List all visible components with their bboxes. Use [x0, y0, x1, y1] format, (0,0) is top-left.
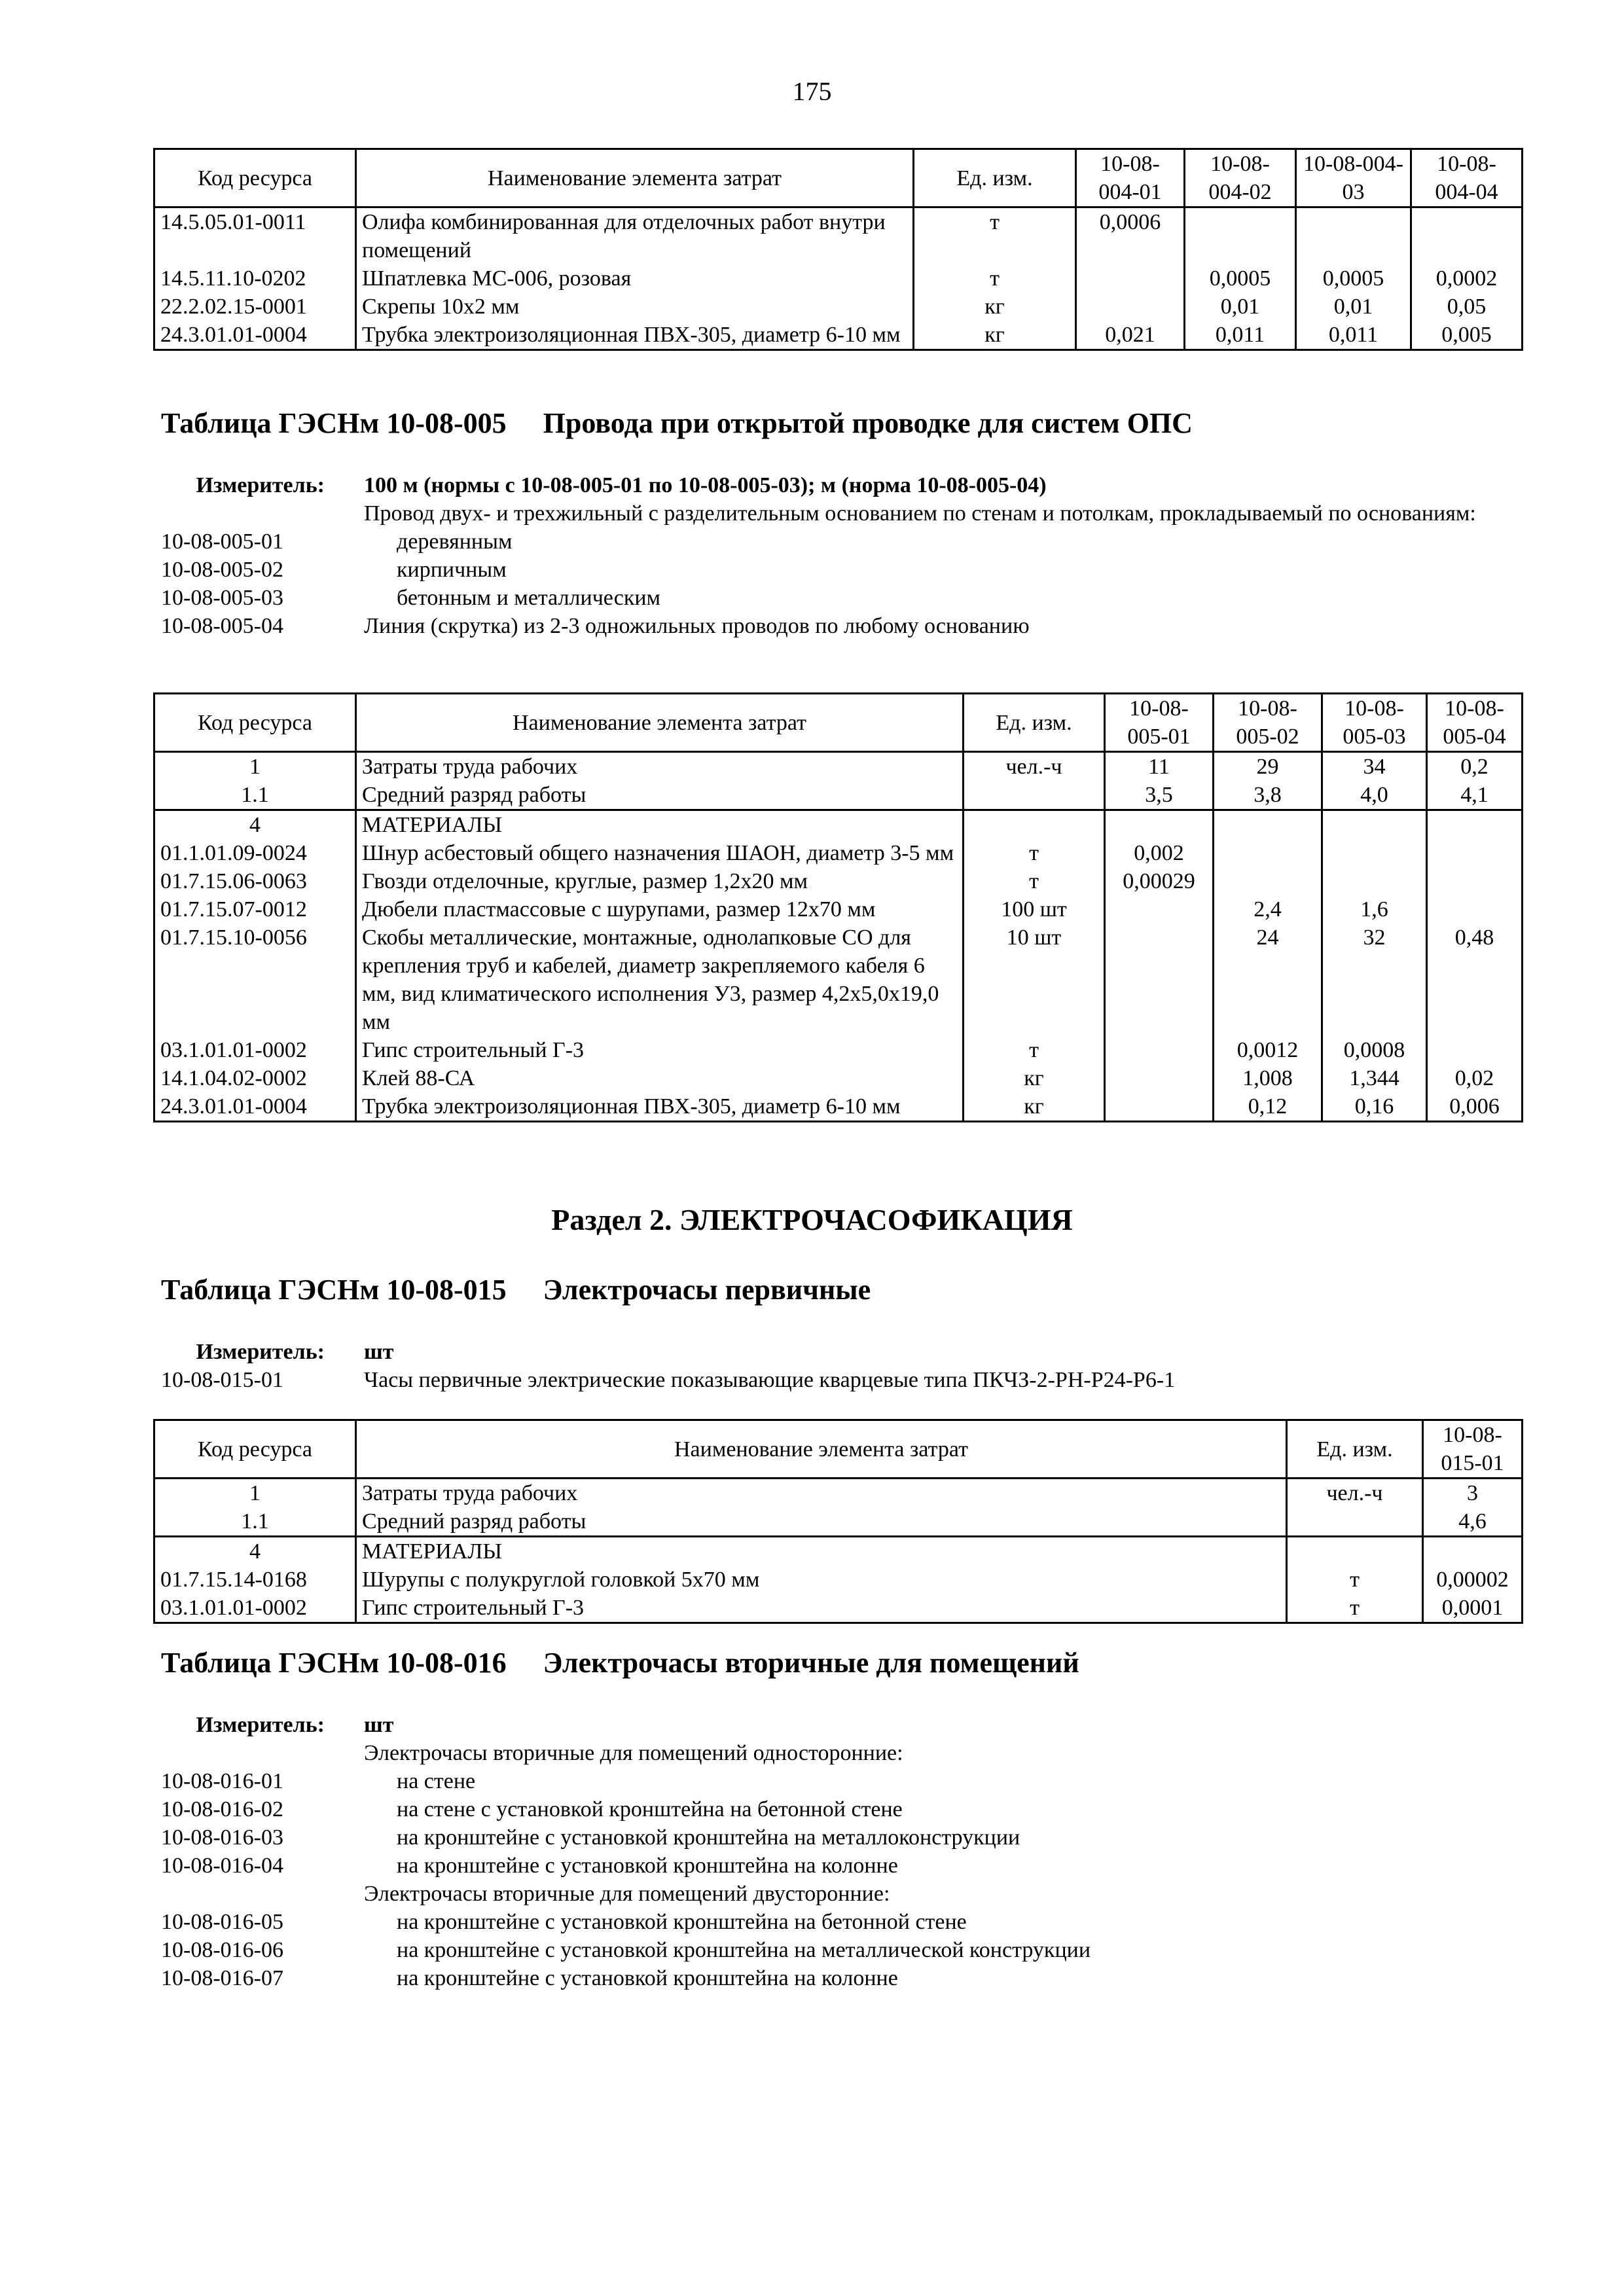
table-row [154, 867, 1523, 895]
resource-code: 1 [154, 1479, 356, 1508]
resource-unit: кг [914, 293, 1076, 321]
resource-code: 1.1 [154, 1507, 356, 1537]
resource-name: Скобы металлические, монтажные, однолапковые СО для крепления труб и кабелей, диаметр закрепляемого кабеля 6 мм, вид климатического исполнения У3, размер 4,2х5,0х19,0 мм [356, 924, 964, 1036]
table-row [154, 781, 1523, 810]
resource-name: Олифа комбинированная для отделочных работ внутри помещений [356, 207, 914, 265]
resource-code: 01.7.15.14-0168 [154, 1566, 356, 1594]
norm-description: Провод двух- и трехжильный с разделительным основанием по стенам и потолкам, прокладываемый по основаниям: [364, 501, 1476, 526]
norm-value: 0,0005 [1296, 264, 1411, 293]
col-name-header: Наименование элемента затрат [356, 149, 914, 207]
norm-value: 4,0 [1322, 781, 1427, 810]
materials-label: МАТЕРИАЛЫ [356, 1537, 1287, 1566]
norm-value [1076, 264, 1185, 293]
table-number: Таблица ГЭСНм 10-08-015 [161, 1274, 507, 1306]
col-norm-header: 10-08-004-01 [1076, 149, 1185, 207]
norm-text: на кронштейне с установкой кронштейна на бетонной стене [397, 1910, 967, 1934]
resource-unit: т [914, 264, 1076, 293]
table-title: Электрочасы вторичные для помещений [543, 1647, 1079, 1679]
norm-group-title: Электрочасы вторичные для помещений двусторонние: [364, 1882, 890, 1906]
resource-code: 1.1 [154, 781, 356, 810]
norm-value: 0,011 [1185, 321, 1296, 350]
table-row [154, 924, 1523, 1036]
table-row [154, 895, 1523, 924]
resource-name: Трубка электроизоляционная ПВХ-305, диаметр 6-10 мм [356, 321, 914, 350]
norm-code: 10-08-016-05 [161, 1910, 283, 1934]
materials-group-row [154, 810, 1523, 840]
resource-code: 14.1.04.02-0002 [154, 1064, 356, 1092]
norm-value: 24 [1214, 924, 1322, 1036]
norm-code: 10-08-016-03 [161, 1825, 283, 1850]
col-name-header: Наименование элемента затрат [356, 1420, 1287, 1479]
materials-group-row [154, 1537, 1523, 1566]
norm-code: 10-08-015-01 [161, 1368, 283, 1392]
col-code-header: Код ресурса [154, 1420, 356, 1479]
norm-value [1185, 207, 1296, 265]
col-norm-header: 10-08-005-02 [1214, 694, 1322, 752]
materials-code: 4 [154, 810, 356, 840]
col-norm-header: 10-08-005-03 [1322, 694, 1427, 752]
table-005-header [154, 694, 1523, 752]
norm-value: 3,8 [1214, 781, 1322, 810]
resource-code: 01.7.15.06-0063 [154, 867, 356, 895]
resource-code: 1 [154, 752, 356, 781]
norm-value: 3,5 [1105, 781, 1214, 810]
norm-value: 0,0002 [1411, 264, 1523, 293]
norm-value: 34 [1322, 752, 1427, 781]
resource-code: 14.5.11.10-0202 [154, 264, 356, 293]
norm-value [1427, 1036, 1523, 1064]
table-015 [153, 1419, 1523, 1624]
norm-value: 0,0001 [1423, 1594, 1523, 1623]
table-row [154, 1566, 1523, 1594]
table-005 [153, 692, 1523, 1122]
col-code-header: Код ресурса [154, 694, 356, 752]
norm-value: 0,005 [1411, 321, 1523, 350]
resource-code: 03.1.01.01-0002 [154, 1036, 356, 1064]
table-row [154, 1092, 1523, 1122]
norm-text: бетонным и металлическим [397, 586, 661, 610]
table-row [154, 1064, 1523, 1092]
norm-value: 2,4 [1214, 895, 1322, 924]
norm-value [1214, 839, 1322, 867]
norm-value [1427, 839, 1523, 867]
norm-value [1427, 867, 1523, 895]
col-norm-header: 10-08-005-01 [1105, 694, 1214, 752]
norm-value: 0,12 [1214, 1092, 1322, 1122]
norm-value: 0,00029 [1105, 867, 1214, 895]
table-005-heading [161, 407, 1193, 440]
norm-value: 0,0006 [1076, 207, 1185, 265]
col-unit-header: Ед. изм. [914, 149, 1076, 207]
resource-unit: 100 шт [964, 895, 1105, 924]
col-name-header: Наименование элемента затрат [356, 694, 964, 752]
table-016-measure [161, 1711, 1509, 1992]
norm-value [1214, 867, 1322, 895]
norm-text: кирпичным [397, 558, 507, 582]
norm-text: на кронштейне с установкой кронштейна на колонне [397, 1854, 898, 1878]
resource-name: Средний разряд работы [356, 1507, 1287, 1537]
norm-text: на стене [397, 1769, 476, 1793]
norm-value [1296, 207, 1411, 265]
resource-unit: т [964, 867, 1105, 895]
measure-label: Измеритель: [196, 1713, 325, 1737]
resource-code: 24.3.01.01-0004 [154, 321, 356, 350]
resource-name: Дюбели пластмассовые с шурупами, размер 12х70 мм [356, 895, 964, 924]
resource-name: Гипс строительный Г-3 [356, 1036, 964, 1064]
measure-value: шт [364, 1713, 394, 1737]
norm-value: 1,6 [1322, 895, 1427, 924]
resource-name: Гвозди отделочные, круглые, размер 1,2х20 мм [356, 867, 964, 895]
measure-label: Измеритель: [196, 1340, 325, 1364]
table-number: Таблица ГЭСНм 10-08-016 [161, 1647, 507, 1679]
table-row [154, 207, 1523, 265]
resource-name: Шнур асбестовый общего назначения ШАОН, диаметр 3-5 мм [356, 839, 964, 867]
norm-value: 0,02 [1427, 1064, 1523, 1092]
norm-value: 3 [1423, 1479, 1523, 1508]
measure-value: шт [364, 1340, 394, 1364]
resource-name: Гипс строительный Г-3 [356, 1594, 1287, 1623]
resource-unit: т [964, 1036, 1105, 1064]
norm-code: 10-08-016-06 [161, 1938, 283, 1962]
norm-value: 0,0008 [1322, 1036, 1427, 1064]
norm-code: 10-08-005-03 [161, 586, 283, 610]
resource-code: 14.5.05.01-0011 [154, 207, 356, 265]
resource-unit [964, 781, 1105, 810]
table-number: Таблица ГЭСНм 10-08-005 [161, 407, 507, 439]
table-title: Провода при открытой проводке для систем ОПС [543, 407, 1193, 439]
resource-code: 01.1.01.09-0024 [154, 839, 356, 867]
norm-value: 0,00002 [1423, 1566, 1523, 1594]
table-row [154, 1507, 1523, 1537]
norm-value: 0,01 [1185, 293, 1296, 321]
norm-value [1105, 1092, 1214, 1122]
norm-value: 4,1 [1427, 781, 1523, 810]
norm-value: 4,6 [1423, 1507, 1523, 1537]
norm-value: 0,002 [1105, 839, 1214, 867]
norm-value: 0,0005 [1185, 264, 1296, 293]
resource-unit: т [914, 207, 1076, 265]
resource-name: Затраты труда рабочих [356, 1479, 1287, 1508]
norm-group-title: Электрочасы вторичные для помещений односторонние: [364, 1741, 903, 1765]
table-row [154, 839, 1523, 867]
col-norm-header: 10-08-005-04 [1427, 694, 1523, 752]
measure-label: Измеритель: [196, 473, 325, 497]
norm-code: 10-08-005-02 [161, 558, 283, 582]
norm-text: на кронштейне с установкой кронштейна на металлоконструкции [397, 1825, 1020, 1850]
norm-text: на стене с установкой кронштейна на бетонной стене [397, 1797, 903, 1821]
table-015-heading [161, 1274, 871, 1306]
norm-value: 0,2 [1427, 752, 1523, 781]
resource-name: Средний разряд работы [356, 781, 964, 810]
norm-value: 0,021 [1076, 321, 1185, 350]
col-unit-header: Ед. изм. [964, 694, 1105, 752]
table-row [154, 752, 1523, 781]
resource-unit [1287, 1507, 1423, 1537]
col-norm-header: 10-08-004-04 [1411, 149, 1523, 207]
norm-code: 10-08-016-07 [161, 1966, 283, 1990]
table-row [154, 321, 1523, 350]
table-title: Электрочасы первичные [543, 1274, 871, 1306]
norm-value: 0,011 [1296, 321, 1411, 350]
resource-name: Скрепы 10х2 мм [356, 293, 914, 321]
table-row [154, 1036, 1523, 1064]
resource-unit: 10 шт [964, 924, 1105, 1036]
col-code-header: Код ресурса [154, 149, 356, 207]
norm-value: 0,05 [1411, 293, 1523, 321]
table-004 [153, 148, 1523, 351]
norm-value: 32 [1322, 924, 1427, 1036]
resource-name: Клей 88-СА [356, 1064, 964, 1092]
resource-unit: чел.-ч [964, 752, 1105, 781]
table-015-header [154, 1420, 1523, 1479]
norm-text: Часы первичные электрические показывающие кварцевые типа ПКЧЗ-2-РН-Р24-Р6-1 [364, 1368, 1176, 1392]
resource-unit: чел.-ч [1287, 1479, 1423, 1508]
resource-name: Трубка электроизоляционная ПВХ-305, диаметр 6-10 мм [356, 1092, 964, 1122]
measure-value: 100 м (нормы с 10-08-005-01 по 10-08-005-03); м (норма 10-08-005-04) [364, 473, 1047, 497]
resource-unit: т [964, 839, 1105, 867]
resource-code: 01.7.15.10-0056 [154, 924, 356, 1036]
norm-value: 29 [1214, 752, 1322, 781]
resource-name: Шурупы с полукруглой головкой 5х70 мм [356, 1566, 1287, 1594]
section-title: Раздел 2. ЭЛЕКТРОЧАСОФИКАЦИЯ [551, 1203, 1073, 1236]
norm-value: 0,0012 [1214, 1036, 1322, 1064]
col-norm-header: 10-08-004-02 [1185, 149, 1296, 207]
norm-value [1322, 839, 1427, 867]
table-row [154, 1594, 1523, 1623]
norm-code: 10-08-016-04 [161, 1854, 283, 1878]
norm-value [1427, 895, 1523, 924]
norm-text: на кронштейне с установкой кронштейна на колонне [397, 1966, 898, 1990]
norm-value [1105, 895, 1214, 924]
col-unit-header: Ед. изм. [1287, 1420, 1423, 1479]
table-row [154, 1479, 1523, 1508]
col-norm-header: 10-08-015-01 [1423, 1420, 1523, 1479]
table-005-measure [161, 471, 1509, 640]
materials-label: МАТЕРИАЛЫ [356, 810, 964, 840]
norm-code: 10-08-016-01 [161, 1769, 283, 1793]
table-row [154, 264, 1523, 293]
norm-value [1105, 924, 1214, 1036]
norm-value [1411, 207, 1523, 265]
norm-value [1322, 867, 1427, 895]
norm-value [1105, 1036, 1214, 1064]
norm-value [1076, 293, 1185, 321]
resource-unit: кг [914, 321, 1076, 350]
norm-value: 1,008 [1214, 1064, 1322, 1092]
resource-name: Затраты труда рабочих [356, 752, 964, 781]
norm-text: на кронштейне с установкой кронштейна на металлической конструкции [397, 1938, 1091, 1962]
table-015-measure [161, 1338, 1509, 1394]
table-016-heading [161, 1647, 1079, 1679]
materials-code: 4 [154, 1537, 356, 1566]
norm-value: 11 [1105, 752, 1214, 781]
norm-code: 10-08-016-02 [161, 1797, 283, 1821]
table-004-header [154, 149, 1523, 207]
resource-code: 24.3.01.01-0004 [154, 1092, 356, 1122]
norm-value [1105, 1064, 1214, 1092]
norm-code: 10-08-005-01 [161, 529, 283, 554]
table-row [154, 293, 1523, 321]
resource-unit: т [1287, 1594, 1423, 1623]
resource-code: 22.2.02.15-0001 [154, 293, 356, 321]
resource-name: Шпатлевка МС-006, розовая [356, 264, 914, 293]
resource-unit: т [1287, 1566, 1423, 1594]
norm-value: 0,16 [1322, 1092, 1427, 1122]
norm-text: деревянным [397, 529, 513, 554]
page-number: 175 [792, 77, 832, 106]
col-norm-header: 10-08-004-03 [1296, 149, 1411, 207]
norm-value: 1,344 [1322, 1064, 1427, 1092]
norm-code: 10-08-005-04 [161, 614, 283, 638]
norm-value: 0,01 [1296, 293, 1411, 321]
resource-unit: кг [964, 1092, 1105, 1122]
norm-text: Линия (скрутка) из 2-3 одножильных проводов по любому основанию [364, 614, 1030, 638]
norm-value: 0,48 [1427, 924, 1523, 1036]
resource-code: 03.1.01.01-0002 [154, 1594, 356, 1623]
norm-value: 0,006 [1427, 1092, 1523, 1122]
resource-code: 01.7.15.07-0012 [154, 895, 356, 924]
resource-unit: кг [964, 1064, 1105, 1092]
